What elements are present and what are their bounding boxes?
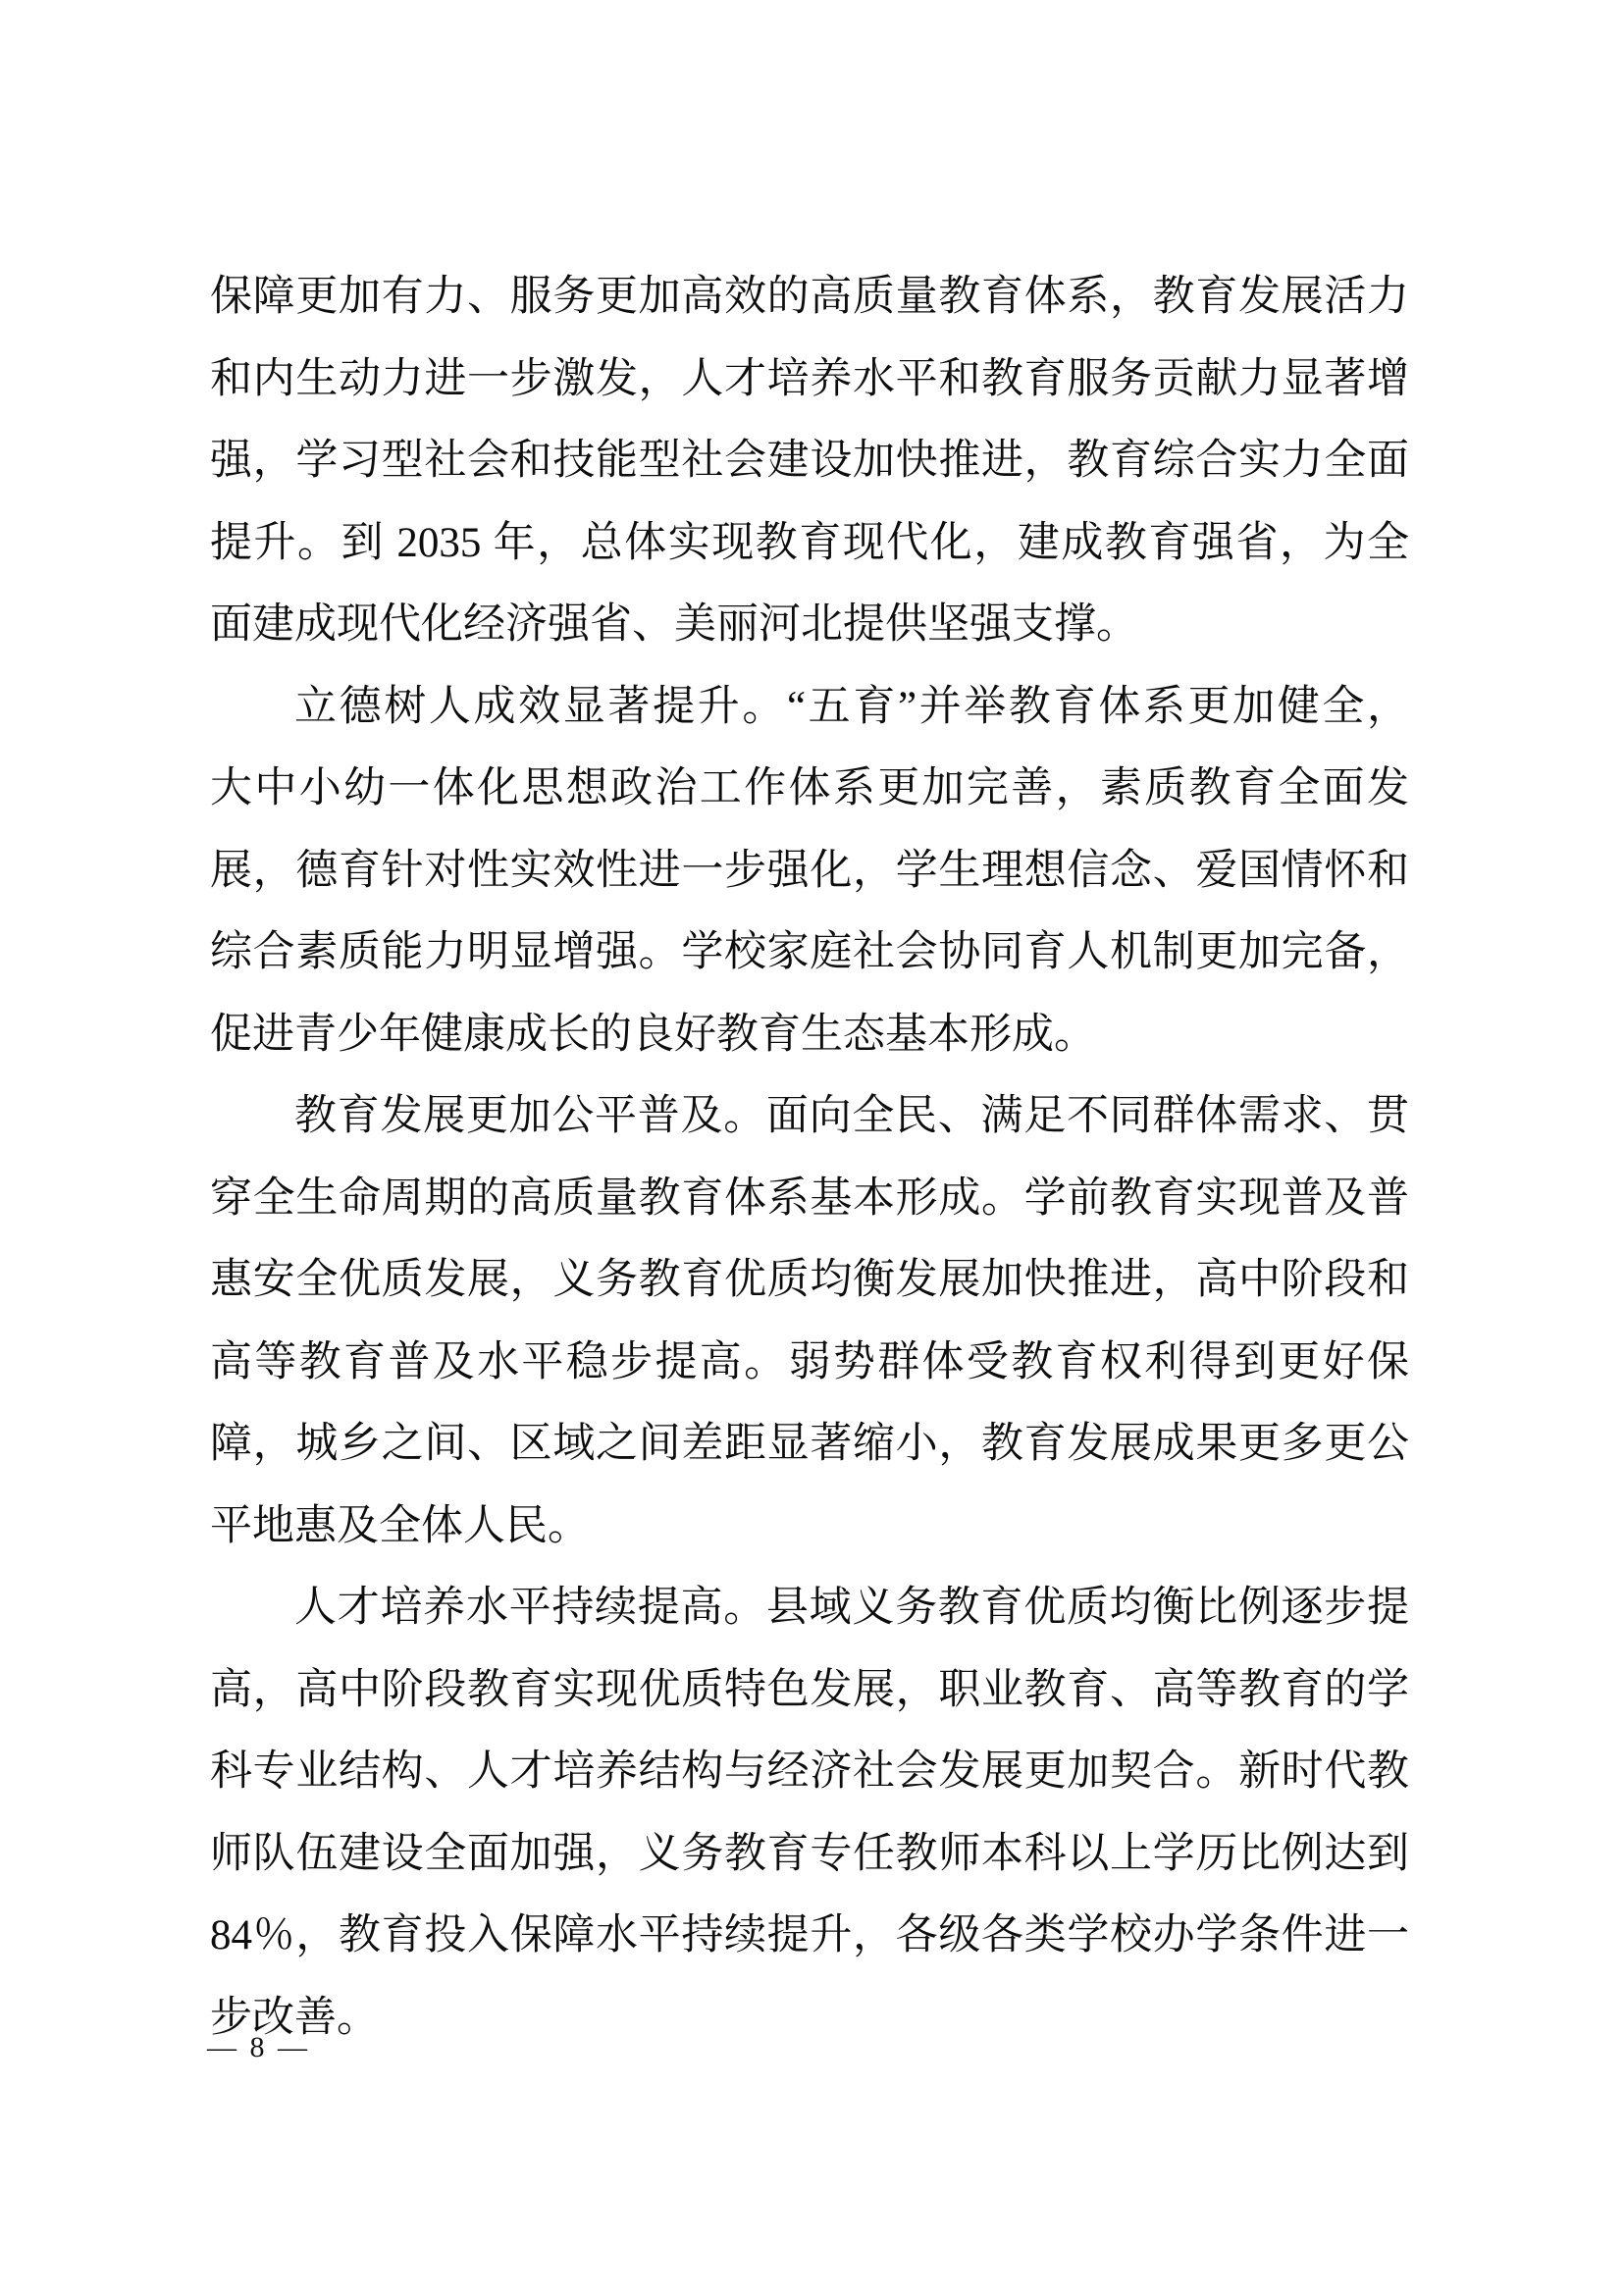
- text-line: 提升。到 2035 年，总体实现教育现代化，建成教育强省，为全: [210, 519, 1409, 566]
- text-line: 平地惠及全体人民。: [210, 1502, 590, 1549]
- text-line: 人才培养水平持续提高。县域义务教育优质均衡比例逐步提: [294, 1585, 1409, 1631]
- page-number: — 8 —: [207, 2031, 310, 2063]
- text-line: 高，高中阶段教育实现优质特色发展，职业教育、高等教育的学: [210, 1666, 1409, 1713]
- text-line: 穿全生命周期的高质量教育体系基本形成。学前教育实现普及普: [210, 1174, 1409, 1222]
- text-line: 科专业结构、人才培养结构与经济社会发展更加契合。新时代教: [210, 1748, 1409, 1795]
- text-line: 综合素质能力明显增强。学校家庭社会协同育人机制更加完备，: [210, 929, 1409, 975]
- text-line: 大中小幼一体化思想政治工作体系更加完善，素质教育全面发: [210, 765, 1409, 811]
- text-line: 教育发展更加公平普及。面向全民、满足不同群体需求、贯: [294, 1093, 1409, 1139]
- text-line: 师队伍建设全面加强，义务教育专任教师本科以上学历比例达到: [210, 1830, 1409, 1877]
- text-line: 保障更加有力、服务更加高效的高质量教育体系，教育发展活力: [210, 274, 1409, 320]
- text-line: 立德树人成效显著提升。“五育”并举教育体系更加健全，: [294, 683, 1409, 730]
- text-line: 惠安全优质发展，义务教育优质均衡发展加快推进，高中阶段和: [210, 1257, 1409, 1303]
- text-line: 强，学习型社会和技能型社会建设加快推进，教育综合实力全面: [210, 438, 1409, 484]
- text-line: 促进青少年健康成长的良好教育生态基本形成。: [210, 1011, 1096, 1058]
- text-line: 面建成现代化经济强省、美丽河北提供坚强支撑。: [210, 601, 1138, 648]
- text-line: 展，德育针对性实效性进一步强化，学生理想信念、爱国情怀和: [210, 847, 1409, 894]
- text-line: 和内生动力进一步激发，人才培养水平和教育服务贡献力显著增: [210, 355, 1409, 402]
- text-line: 高等教育普及水平稳步提高。弱势群体受教育权利得到更好保: [210, 1338, 1409, 1385]
- text-line: 84％，教育投入保障水平持续提升，各级各类学校办学条件进一: [210, 1912, 1409, 1958]
- text-line: 步改善。: [210, 1994, 379, 2041]
- text-line: 障，城乡之间、区域之间差距显著缩小，教育发展成果更多更公: [210, 1421, 1409, 1467]
- text-block: [210, 256, 1409, 2059]
